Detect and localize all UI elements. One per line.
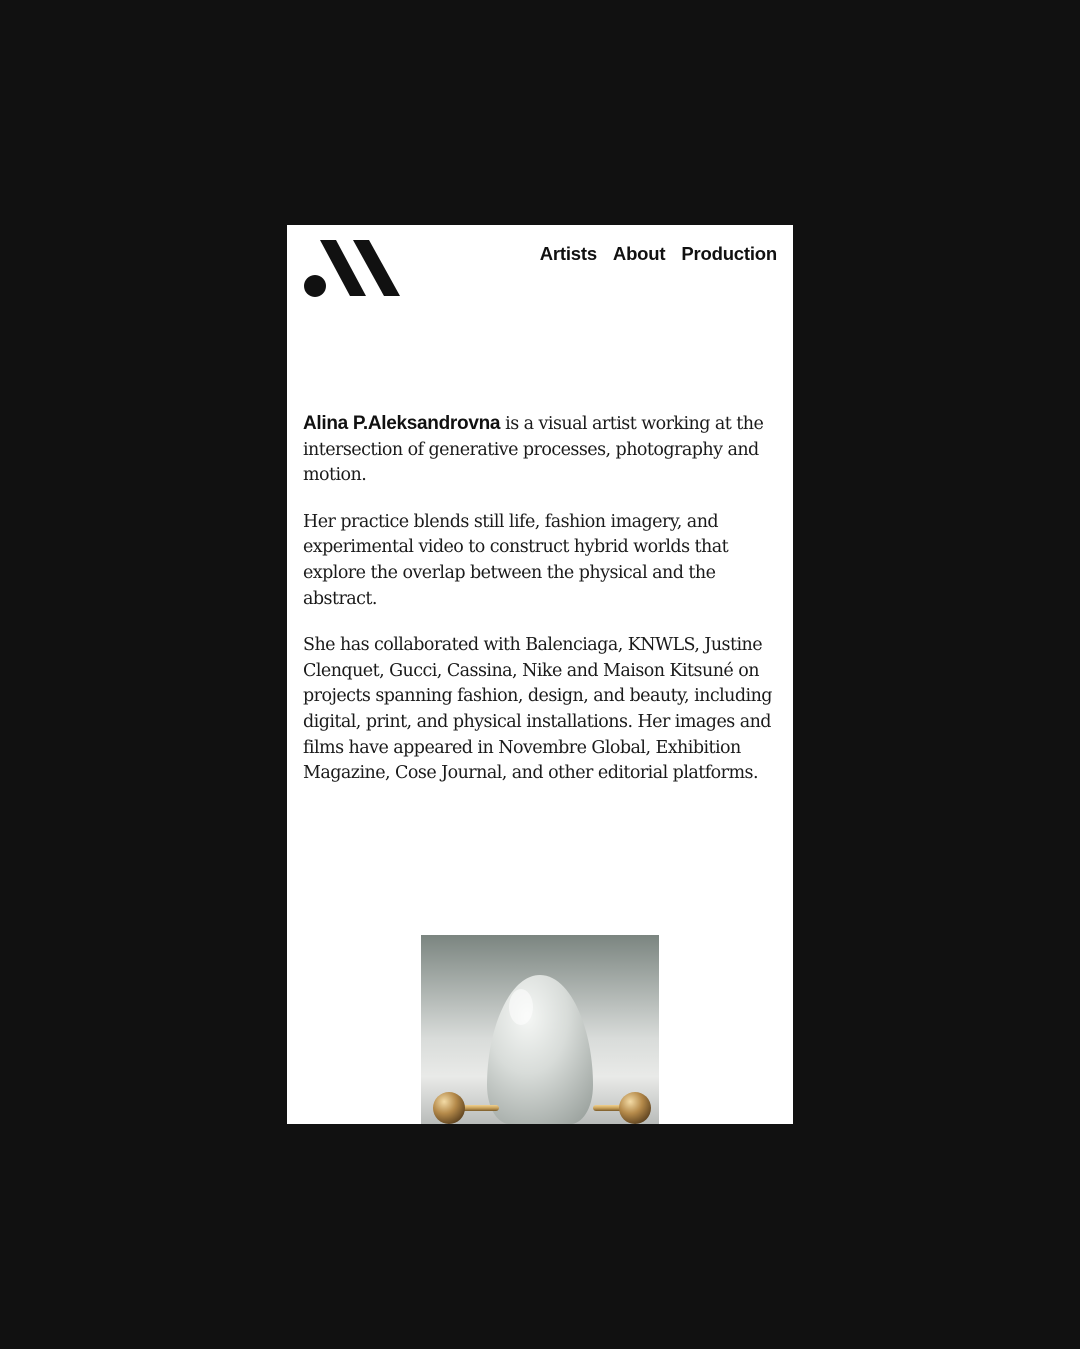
- brand-logo-icon[interactable]: [303, 240, 403, 298]
- artist-name: Alina P.Aleksandrovna: [303, 413, 501, 434]
- nav-about-link[interactable]: About: [612, 243, 666, 264]
- artwork-image[interactable]: [421, 935, 659, 1124]
- bio-intro: is a visual artist working at the intersection of generative processes, photography and motion.: [303, 414, 764, 486]
- artist-bio: [303, 411, 779, 808]
- main-nav: [540, 243, 777, 265]
- bio-paragraph-3: She has collaborated with Balenciaga, KNWLS, Justine Clenquet, Gucci, Cassina, Nike and Maison Kitsuné on projects spanning fashion, design, and beauty, including digital, print, and physical installations. Her images and films have appeared in Novembre Global, Exhibition Magazine, Cose Journal, and other editorial platforms.: [303, 634, 772, 784]
- bio-paragraph-2: Her practice blends still life, fashion imagery, and experimental video to construct hybrid worlds that explore the overlap between the physical and the abstract.: [303, 511, 729, 609]
- nav-artists-link[interactable]: Artists: [539, 243, 597, 264]
- nav-production-link[interactable]: Production: [681, 243, 777, 264]
- page-frame: [287, 225, 793, 1124]
- bio-paragraph-1: [303, 411, 779, 489]
